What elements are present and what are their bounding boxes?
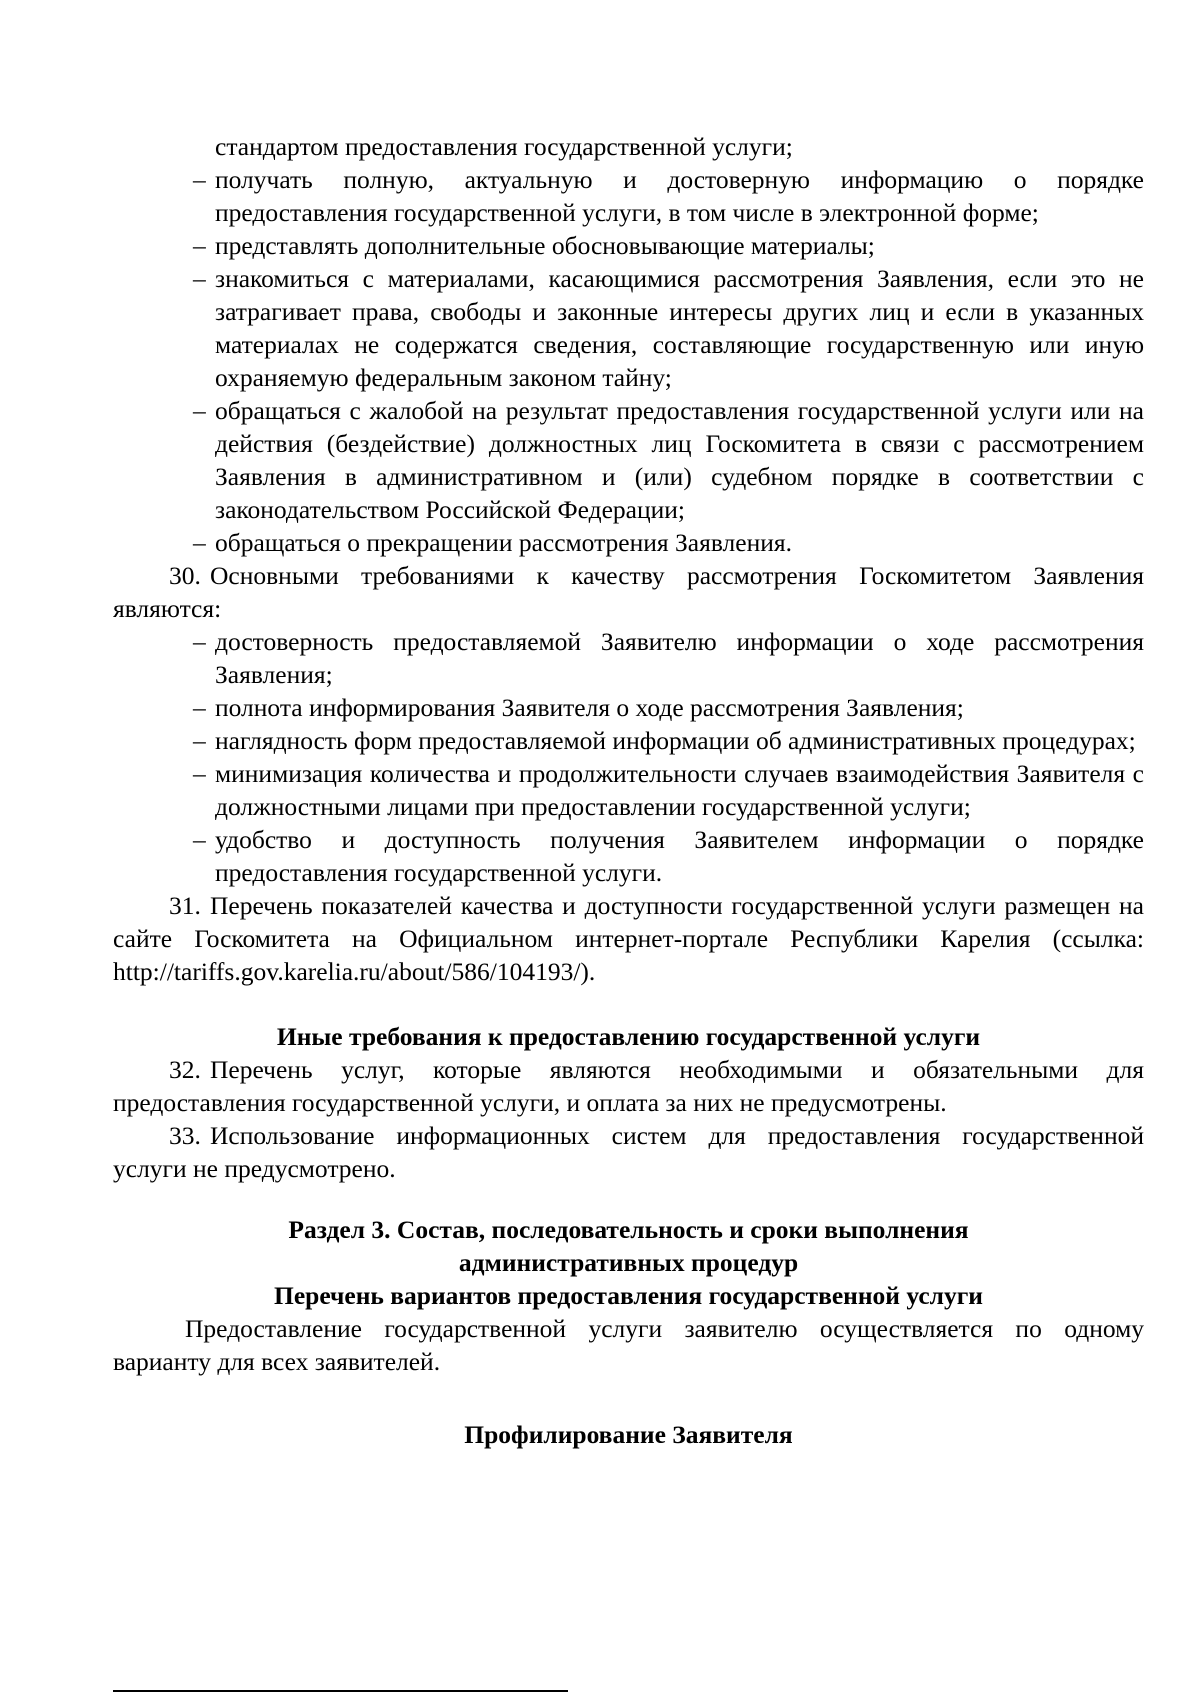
section-3-heading-line-1: Раздел 3. Состав, последовательность и сроки выполнения bbox=[288, 1215, 969, 1244]
list-item-quality-4 bbox=[193, 757, 1144, 823]
paragraph-number: 30. bbox=[169, 561, 201, 590]
list-item-text: обращаться о прекращении рассмотрения Заявления. bbox=[215, 528, 792, 557]
list-item-quality-1 bbox=[193, 625, 1144, 691]
list-item-right-1 bbox=[193, 163, 1144, 229]
dash-marker: – bbox=[193, 528, 206, 557]
dash-marker: – bbox=[193, 264, 206, 293]
list-item-quality-5 bbox=[193, 823, 1144, 889]
section-3-heading bbox=[113, 1213, 1144, 1279]
paragraph-33 bbox=[113, 1119, 1144, 1185]
list-item-text: достоверность предоставляемой Заявителю информации о ходе рассмотрения Заявления; bbox=[215, 627, 1144, 689]
list-item-text: наглядность форм предоставляемой информации об административных процедурах; bbox=[215, 726, 1136, 755]
list-item-right-3 bbox=[193, 262, 1144, 394]
paragraph-text: Использование информационных систем для предоставления государственной услуги не предусмотрено. bbox=[113, 1121, 1144, 1183]
paragraph-text: Перечень показателей качества и доступности государственной услуги размещен на сайте Госкомитета на Официальном интернет-портале Республики Карелия (ссылка: http://tariffs.gov.karelia.ru/about/586/104193/). bbox=[113, 891, 1144, 986]
variants-heading: Перечень вариантов предоставления государственной услуги bbox=[274, 1281, 983, 1310]
dash-marker: – bbox=[193, 627, 206, 656]
continuation-line: стандартом предоставления государственной услуги; bbox=[215, 132, 793, 161]
list-item-right-2 bbox=[193, 229, 1144, 262]
paragraph-31 bbox=[113, 889, 1144, 988]
dash-marker: – bbox=[193, 693, 206, 722]
section-3-heading-line-2: административных процедур bbox=[458, 1248, 799, 1277]
footnote-separator-line bbox=[113, 1690, 568, 1692]
list-item-quality-3 bbox=[193, 724, 1144, 757]
paragraph-number: 33. bbox=[169, 1121, 201, 1150]
document-page bbox=[113, 130, 1144, 1451]
list-item-text: полнота информирования Заявителя о ходе рассмотрения Заявления; bbox=[215, 693, 964, 722]
list-item-text: знакомиться с материалами, касающимися рассмотрения Заявления, если это не затрагивает права, свободы и законные интересы других лиц и если в указанных материалах не содержатся сведения, составляющие государственную или иную охраняемую федеральным законом тайну; bbox=[215, 264, 1144, 392]
paragraph-32 bbox=[113, 1053, 1144, 1119]
list-item-text: минимизация количества и продолжительности случаев взаимодействия Заявителя с должностными лицами при предоставлении государственной услуги; bbox=[215, 759, 1144, 821]
list-item-right-5 bbox=[193, 526, 1144, 559]
dash-marker: – bbox=[193, 231, 206, 260]
paragraph-number: 31. bbox=[169, 891, 201, 920]
paragraph-number: 32. bbox=[169, 1055, 201, 1084]
list-item-right-4 bbox=[193, 394, 1144, 526]
dash-marker: – bbox=[193, 825, 206, 854]
list-item-text: обращаться с жалобой на результат предоставления государственной услуги или на действия (бездействие) должностных лиц Госкомитета в связи с рассмотрением Заявления в административном и (или) судебном порядке в соответствии с законодательством Российской Федерации; bbox=[215, 396, 1144, 524]
list-item-text: представлять дополнительные обосновывающие материалы; bbox=[215, 231, 875, 260]
heading-other-requirements: Иные требования к предоставлению государственной услуги bbox=[276, 1022, 981, 1051]
paragraph-text: Перечень услуг, которые являются необходимыми и обязательными для предоставления государственной услуги, и оплата за них не предусмотрены. bbox=[113, 1055, 1144, 1117]
profiling-heading: Профилирование Заявителя bbox=[464, 1420, 793, 1449]
list-item-text: получать полную, актуальную и достоверную информацию о порядке предоставления государственной услуги, в том числе в электронной форме; bbox=[215, 165, 1144, 227]
dash-marker: – bbox=[193, 759, 206, 788]
variants-paragraph: Предоставление государственной услуги заявителю осуществляется по одному варианту для всех заявителей. bbox=[113, 1314, 1144, 1376]
dash-marker: – bbox=[193, 396, 206, 425]
paragraph-text: Основными требованиями к качеству рассмотрения Госкомитетом Заявления являются: bbox=[113, 561, 1144, 623]
list-item-text: удобство и доступность получения Заявителем информации о порядке предоставления государственной услуги. bbox=[215, 825, 1144, 887]
list-item-quality-2 bbox=[193, 691, 1144, 724]
dash-marker: – bbox=[193, 165, 206, 194]
dash-marker: – bbox=[193, 726, 206, 755]
paragraph-30 bbox=[113, 559, 1144, 625]
